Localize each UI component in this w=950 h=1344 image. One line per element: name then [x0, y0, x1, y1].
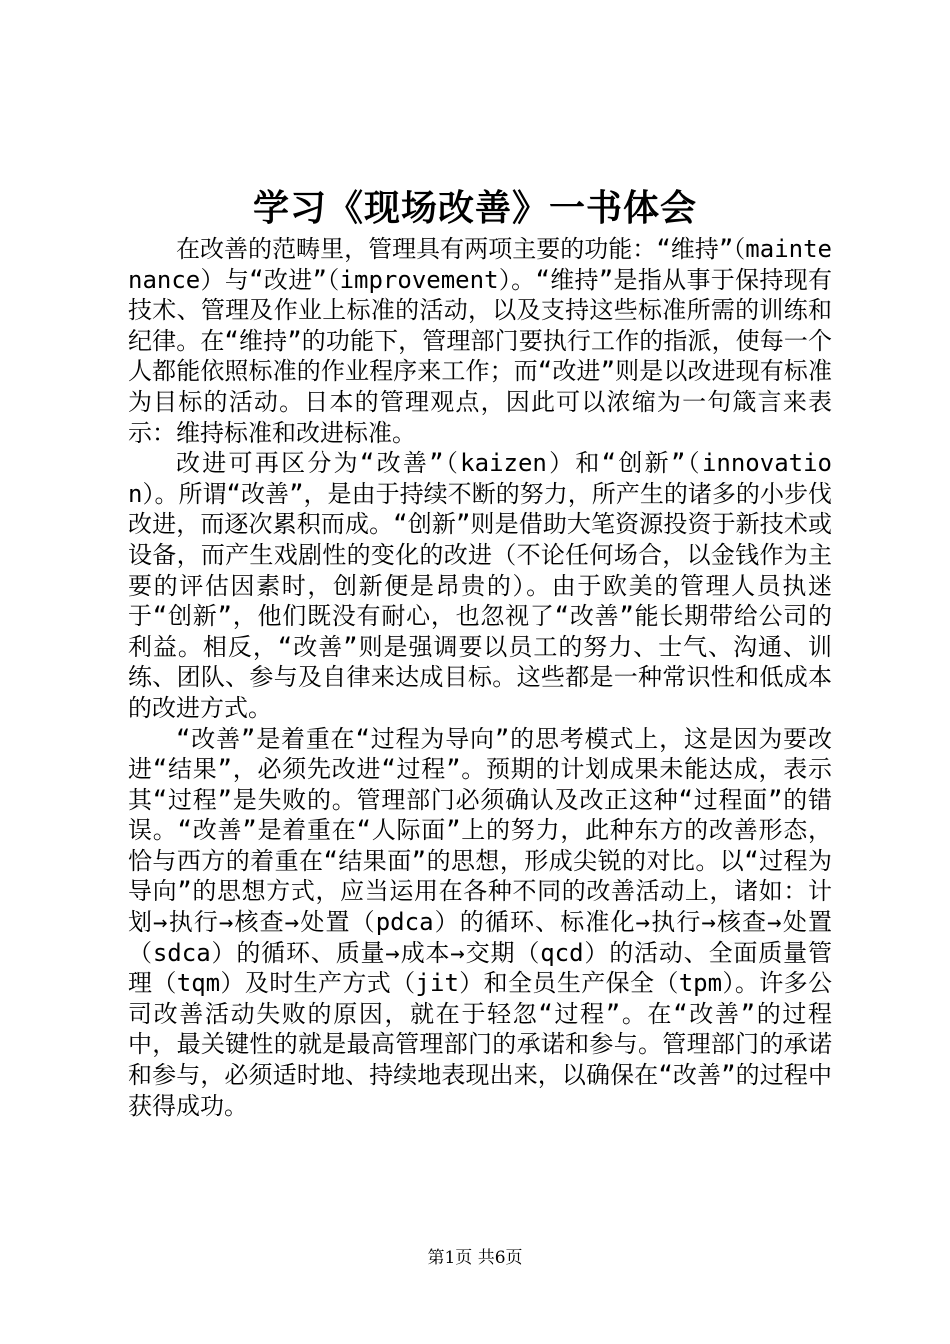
- page-number-footer: 第1页 共6页: [427, 1248, 523, 1268]
- paragraph-3: “改善”是着重在“过程为导向”的思考模式上，这是因为要改进“结果”，必须先改进“过程”。预期的计划成果未能达成，表示其“过程”是失败的。管理部门必须确认及改正这种“过程面”的错误。“改善”是着重在“人际面”上的努力，此种东方的改善形态，恰与西方的着重在“结果面”的思想，形成尖锐的对比。以“过程为导向”的思想方式，应当运用在各种不同的改善活动上，诸如：计划→执行→核查→处置（pdca）的循环、标准化→执行→核查→处置（sdca）的循环、质量→成本→交期（qcd）的活动、全面质量管理（tqm）及时生产方式（jit）和全员生产保全（tpm）。许多公司改善活动失败的原因，就在于轻忽“过程”。在“改善”的过程中，最关键性的就是最高管理部门的承诺和参与。管理部门的承诺和参与，必须适时地、持续地表现出来，以确保在“改善”的过程中获得成功。: [128, 724, 832, 1120]
- paragraph-1: 在改善的范畴里，管理具有两项主要的功能：“维持”（maintenance）与“改进”（improvement）。“维持”是指从事于保持现有技术、管理及作业上标准的活动，以及支持这些标准所需的训练和纪律。在“维持”的功能下，管理部门要执行工作的指派，使每一个人都能依照标准的作业程序来工作；而“改进”则是以改进现有标准为目标的活动。日本的管理观点，因此可以浓缩为一句箴言来表示：维持标准和改进标准。: [128, 235, 832, 447]
- document-title: 学习《现场改善》一书体会: [252, 187, 697, 229]
- paragraph-2: 改进可再区分为“改善”（kaizen）和“创新”（innovation）。所谓“改善”，是由于持续不断的努力，所产生的诸多的小步伐改进，而逐次累积而成。“创新”则是借助大笔资源投资于新技术或设备，而产生戏剧性的变化的改进（不论任何场合，以金钱作为主要的评估因素时，创新便是昂贵的）。由于欧美的管理人员执迷于“创新”，他们既没有耐心，也忽视了“改善”能长期带给公司的利益。相反，“改善”则是强调要以员工的努力、士气、沟通、训练、团队、参与及自律来达成目标。这些都是一种常识性和低成本的改进方式。: [128, 449, 832, 722]
- document-body: [128, 234, 832, 1121]
